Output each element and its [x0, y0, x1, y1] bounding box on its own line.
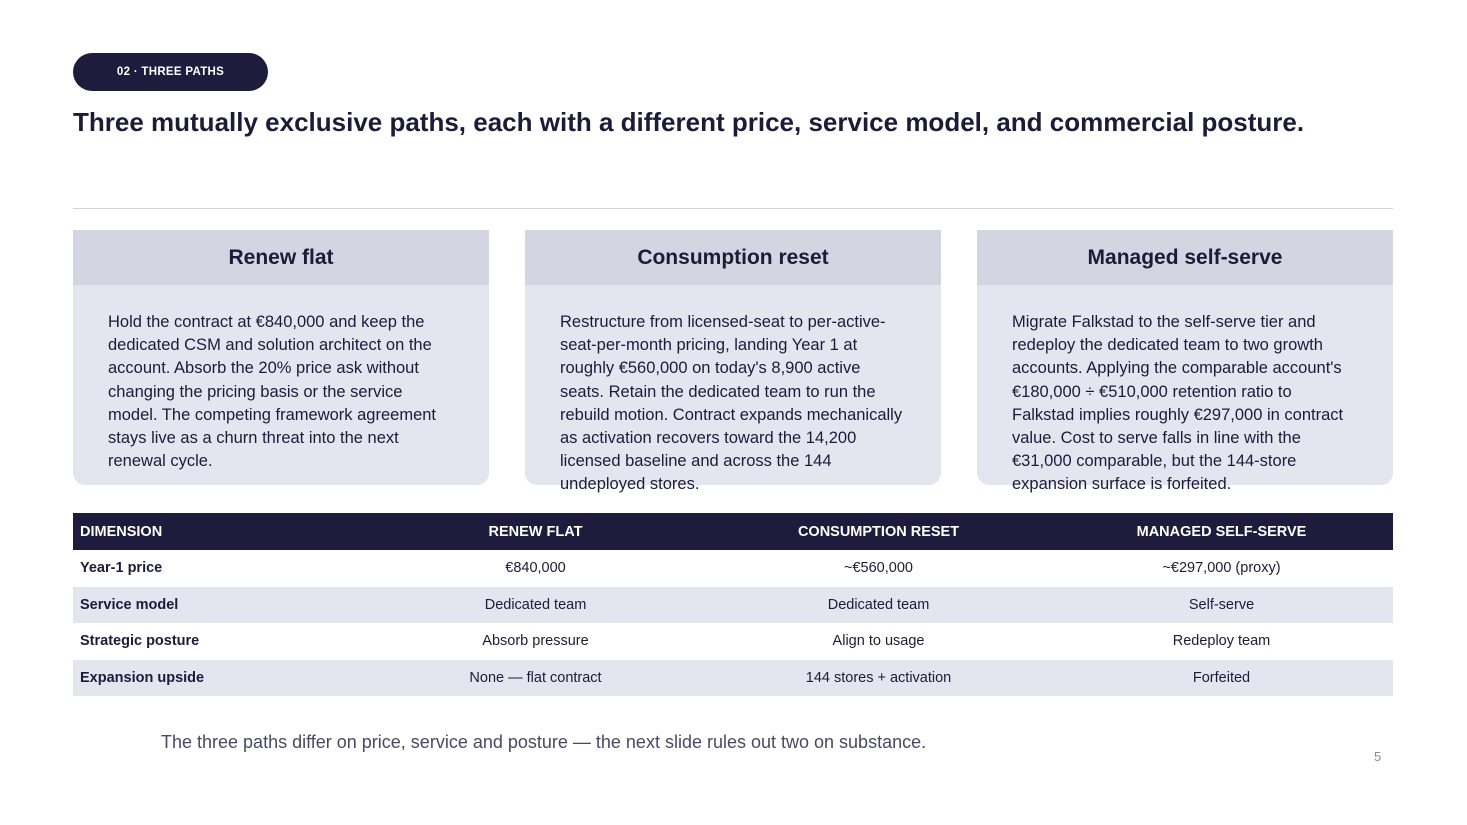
row-label: Expansion upside: [73, 660, 364, 697]
row-label: Service model: [73, 587, 364, 624]
table-row: [73, 660, 1393, 697]
table-cell: ~€297,000 (proxy): [1162, 560, 1281, 577]
table-header-row: [73, 513, 1393, 550]
table-cell: Align to usage: [832, 633, 925, 650]
table-row: [73, 550, 1393, 587]
table-row: [73, 623, 1393, 660]
row-label: Strategic posture: [80, 633, 200, 650]
table-cell: €840,000: [505, 560, 566, 577]
divider: [73, 208, 1393, 209]
table-cell: Forfeited: [1050, 660, 1393, 697]
footer-note: The three paths differ on price, service and posture — the next slide rules out two on substance.: [161, 732, 927, 752]
column-header-managed-self-serve: MANAGED SELF-SERVE: [1050, 513, 1393, 550]
card-body: Migrate Falkstad to the self-serve tier and redeploy the dedicated team to two growth accounts. Applying the comparable account's €180,000 ÷ €510,000 retention ratio to Falkstad implies roughly €297,000 in contract value. Cost to serve falls in line with the €31,000 comparable, but the 144-store expansion surface is forfeited.: [1012, 313, 1344, 494]
section-pill-label: 02 · THREE PATHS: [116, 66, 225, 78]
column-header-dimension: DIMENSION: [73, 513, 364, 550]
card-renew-flat: [73, 230, 489, 485]
table-cell: Absorb pressure: [482, 633, 589, 650]
column-header-consumption-reset: CONSUMPTION RESET: [707, 513, 1050, 550]
table-cell: ~€560,000: [844, 560, 913, 577]
card-body: Restructure from licensed-seat to per-active-seat-per-month pricing, landing Year 1 at roughly €560,000 on today's 8,900 active seats. Retain the dedicated team to run the rebuild motion. Contract expands mechanically as activation recovers toward the 14,200 licensed baseline and across the 144 undeployed stores.: [560, 313, 903, 494]
card-body: Hold the contract at €840,000 and keep the dedicated CSM and solution architect on the account. Absorb the 20% price ask without changing the pricing basis or the service model. The competing framework agreement stays live as a churn threat into the next renewal cycle.: [108, 313, 437, 471]
slide-headline: Three mutually exclusive paths, each with a different price, service model, and commercial posture.: [73, 107, 1305, 137]
table-cell: Self-serve: [1050, 587, 1393, 624]
column-header-renew-flat: RENEW FLAT: [364, 513, 707, 550]
table-row: [73, 587, 1393, 624]
card-title: Consumption reset: [525, 230, 941, 285]
comparison-table: [73, 513, 1393, 696]
row-label: Year-1 price: [80, 560, 163, 577]
table-cell: Dedicated team: [364, 587, 707, 624]
table-cell: Dedicated team: [707, 587, 1050, 624]
table-cell: 144 stores + activation: [707, 660, 1050, 697]
card-title: Managed self-serve: [977, 230, 1393, 285]
table-cell: Redeploy team: [1172, 633, 1271, 650]
section-pill: [73, 53, 268, 91]
page-number: 5: [1374, 749, 1382, 764]
card-consumption-reset: [525, 230, 941, 494]
card-managed-self-serve: [977, 230, 1393, 494]
card-title: Renew flat: [73, 230, 489, 285]
table-cell: None — flat contract: [364, 660, 707, 697]
